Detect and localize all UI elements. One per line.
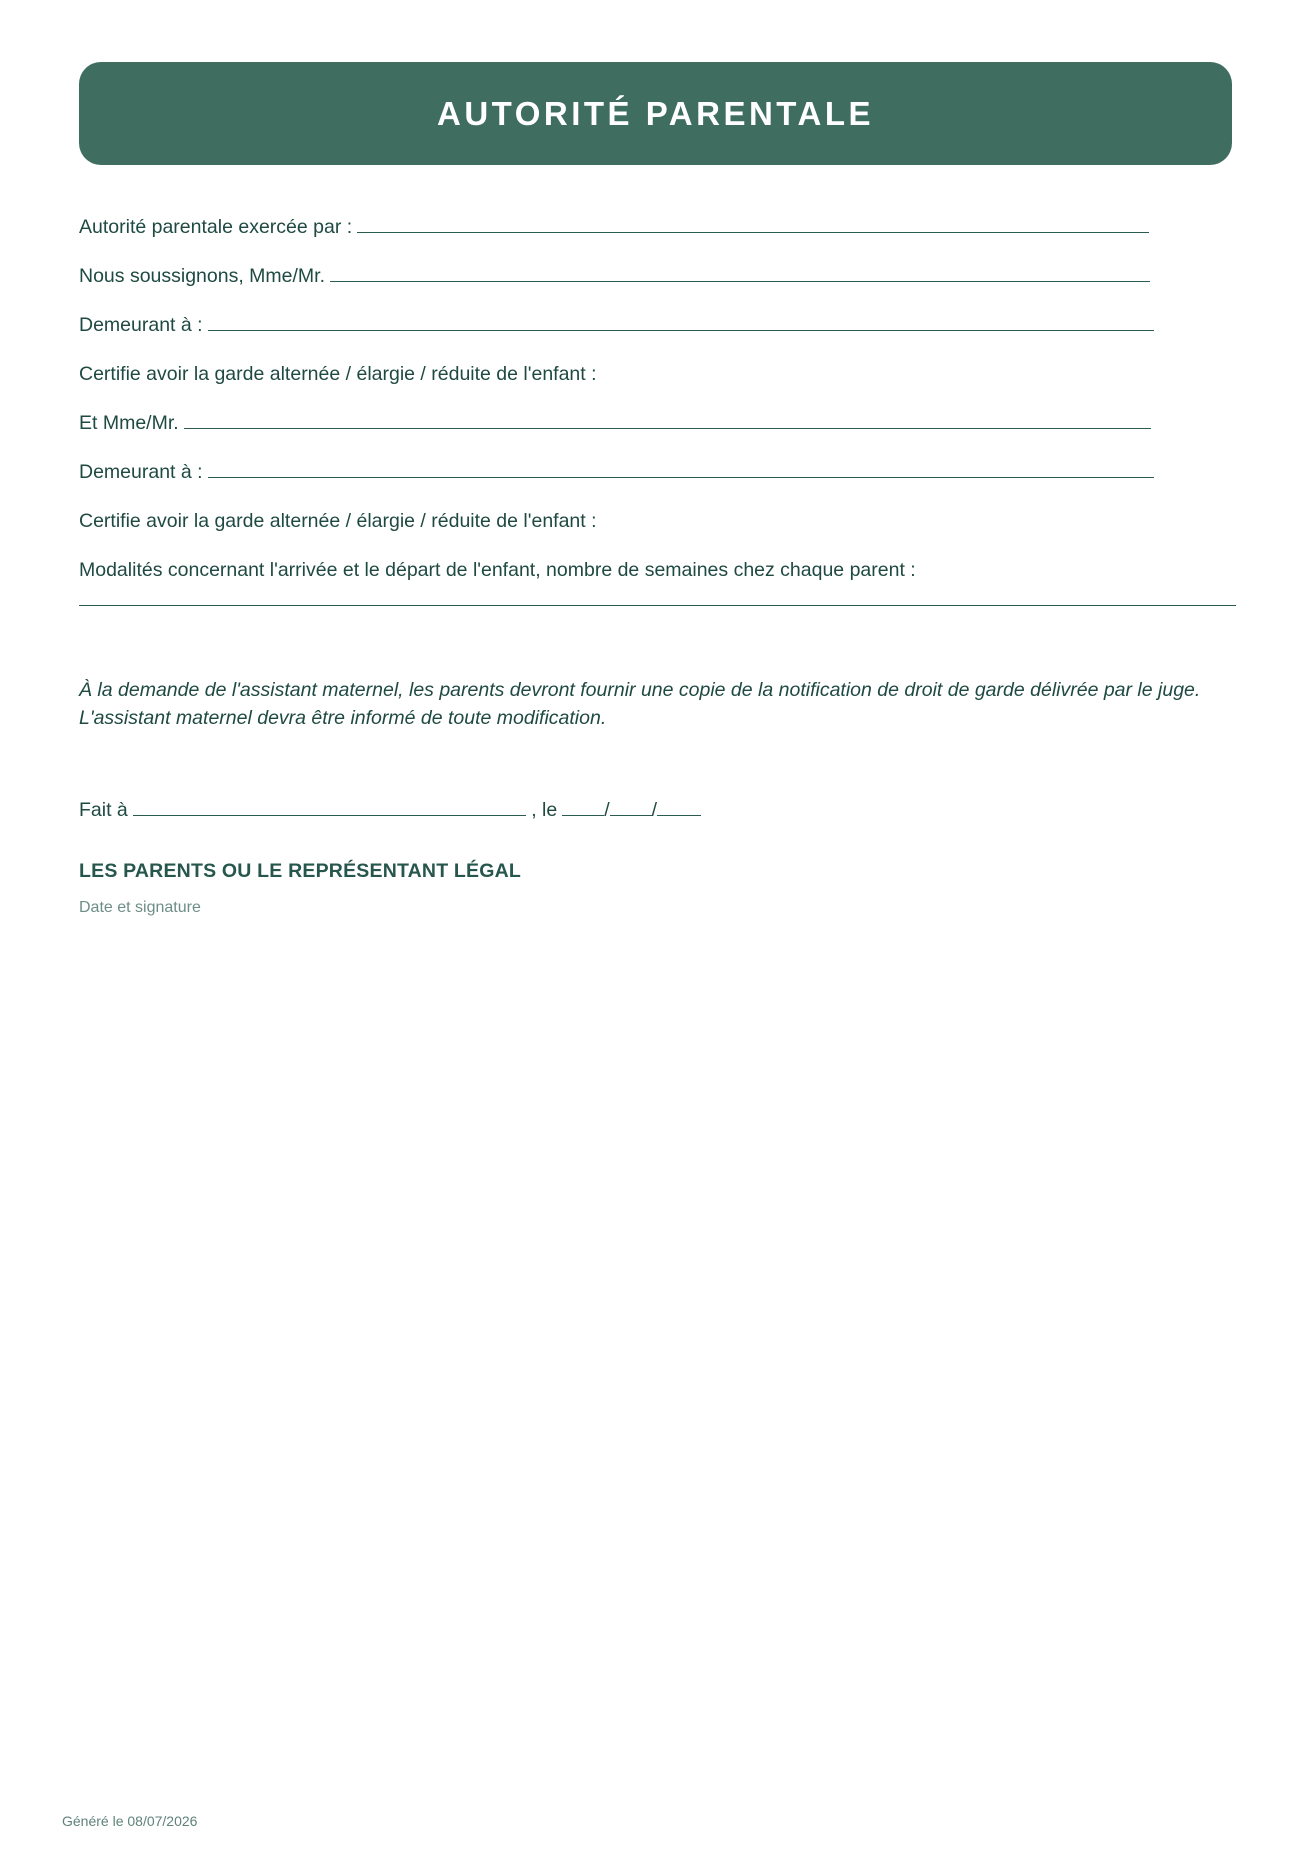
place-field[interactable] — [133, 799, 526, 816]
modalities-field[interactable] — [79, 605, 1236, 606]
generated-date: Généré le 08/07/2026 — [62, 1813, 198, 1829]
parent2-address-label: Demeurant à : — [79, 461, 203, 483]
date-month-field[interactable] — [610, 799, 652, 816]
parent1-label: Nous soussignons, Mme/Mr. — [79, 265, 326, 287]
authority-field[interactable] — [357, 216, 1149, 233]
notice-line-2: L'assistant maternel devra être informé de toute modification. — [79, 707, 607, 729]
parent1-address-row — [79, 313, 1154, 337]
place-date-row — [79, 798, 701, 822]
date-year-field[interactable] — [657, 799, 701, 816]
parent1-name-field[interactable] — [330, 265, 1150, 282]
parent1-row — [79, 264, 1150, 288]
parent2-label: Et Mme/Mr. — [79, 412, 179, 434]
signature-heading: LES PARENTS OU LE REPRÉSENTANT LÉGAL — [79, 860, 522, 882]
parent2-custody-row — [79, 509, 597, 533]
place-label: Fait à — [79, 799, 128, 821]
date-separator-2: / — [651, 799, 658, 821]
parent1-custody-row — [79, 362, 597, 386]
parent2-custody-text: Certifie avoir la garde alternée / élargie / réduite de l'enfant : — [79, 510, 597, 532]
parent1-custody-text: Certifie avoir la garde alternée / élargie / réduite de l'enfant : — [79, 363, 597, 385]
signature-caption: Date et signature — [79, 899, 201, 916]
title-banner — [79, 62, 1232, 165]
authority-label: Autorité parentale exercée par : — [79, 216, 353, 238]
parent2-address-field[interactable] — [208, 461, 1154, 478]
date-day-field[interactable] — [562, 799, 604, 816]
parent2-name-field[interactable] — [184, 412, 1151, 429]
custody-notice — [79, 676, 1249, 732]
parent1-address-label: Demeurant à : — [79, 314, 203, 336]
notice-line-1: À la demande de l'assistant maternel, les parents devront fournir une copie de la notification de droit de garde délivrée par le juge. — [79, 679, 1201, 701]
date-separator-1: / — [604, 799, 610, 821]
parent1-address-field[interactable] — [208, 314, 1154, 331]
parent2-row — [79, 411, 1151, 435]
modalities-row — [79, 558, 916, 582]
modalities-label: Modalités concernant l'arrivée et le départ de l'enfant, nombre de semaines chez chaque parent : — [79, 559, 916, 581]
date-label: , le — [531, 799, 558, 821]
parent2-address-row — [79, 460, 1154, 484]
authority-row — [79, 215, 1149, 239]
page-title: AUTORITÉ PARENTALE — [436, 94, 874, 132]
